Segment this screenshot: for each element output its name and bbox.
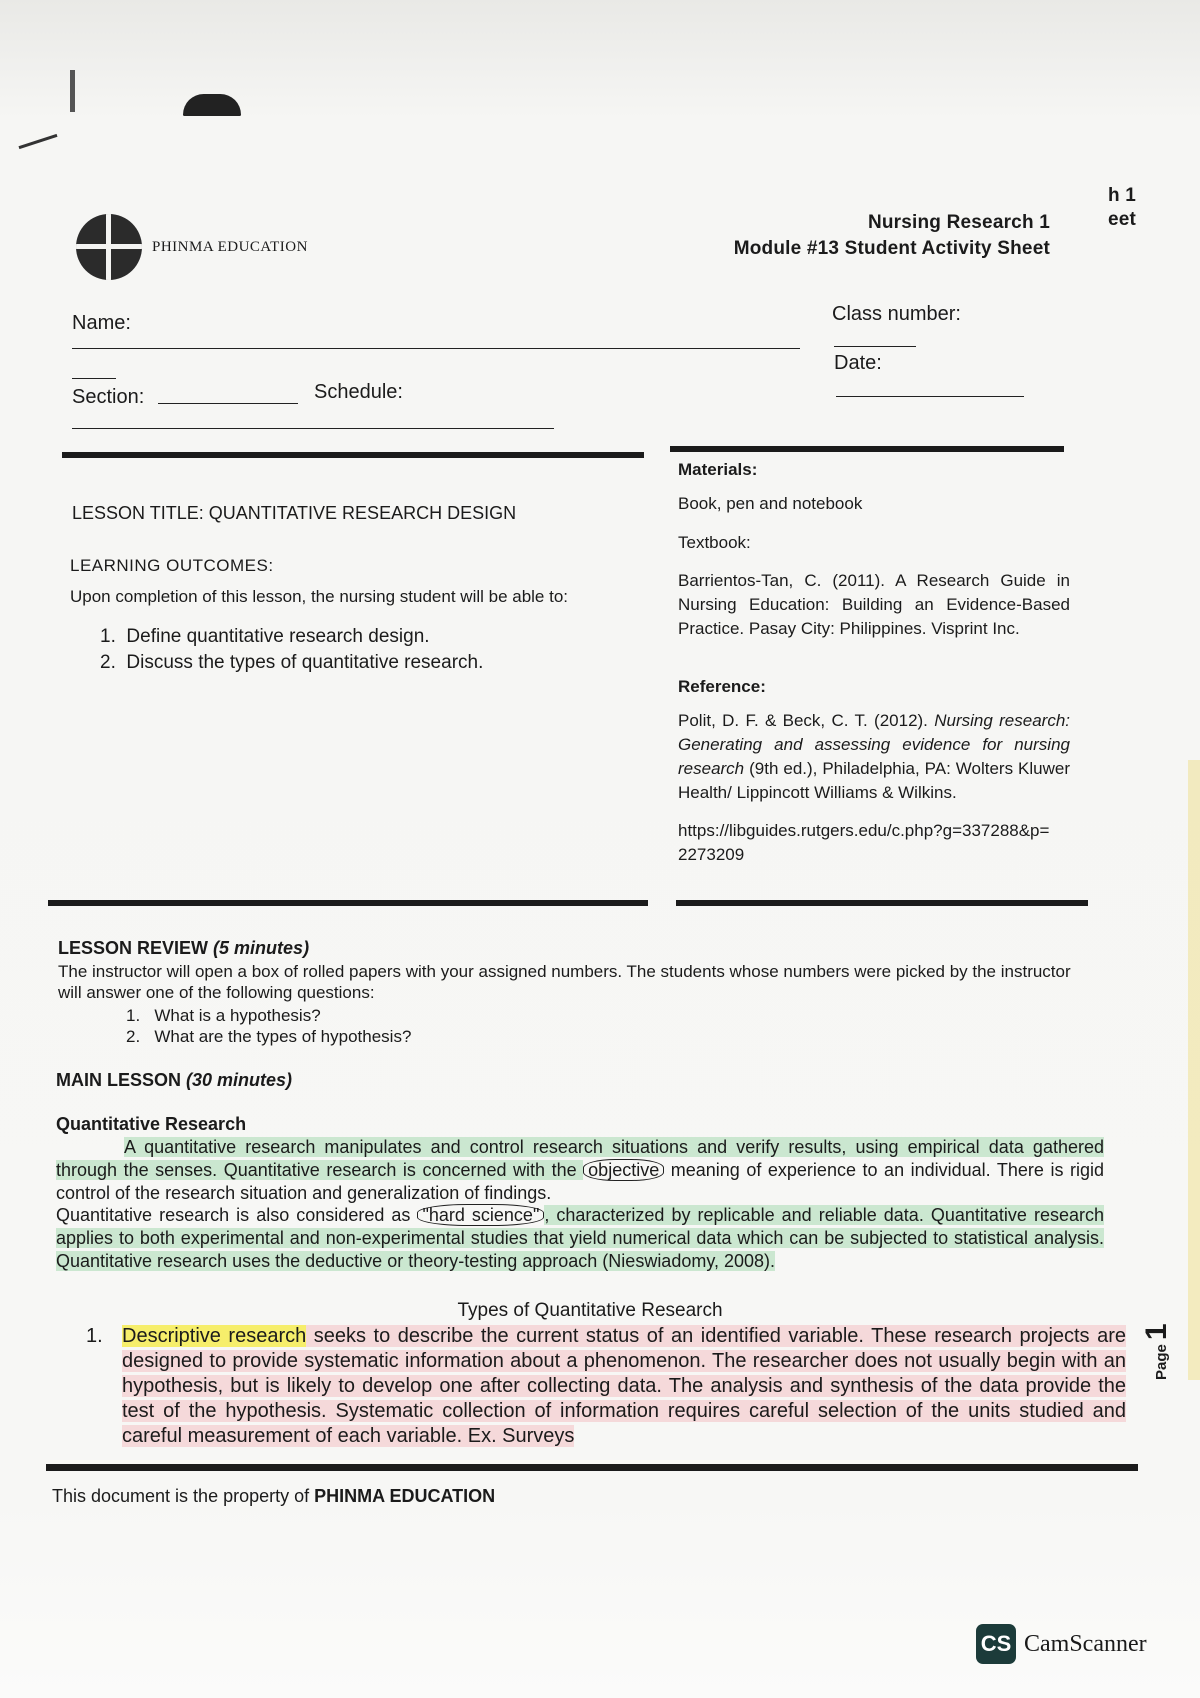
materials-text: Book, pen and notebook — [678, 494, 863, 513]
circled-word: objective — [583, 1159, 664, 1181]
course-title: Nursing Research 1 — [867, 212, 1050, 233]
short-line — [72, 378, 116, 379]
main-lesson-heading: MAIN LESSON (30 minutes) — [56, 1070, 293, 1090]
term-highlight: Descriptive research — [122, 1325, 307, 1347]
list-number: 1. — [86, 1325, 103, 1347]
materials-heading: Materials: — [678, 460, 758, 479]
date-label: Date: — [834, 352, 882, 374]
schedule-line — [72, 428, 554, 429]
textbook-heading: Textbook: — [678, 533, 751, 552]
camscanner-icon: CS — [976, 1624, 1016, 1664]
divider-right-top — [670, 446, 1064, 452]
name-label: Name: — [72, 312, 131, 334]
materials-panel — [678, 458, 1070, 867]
phinma-logo — [76, 214, 308, 280]
outcomes-intro: Upon completion of this lesson, the nursing student will be able to: — [70, 587, 569, 606]
review-heading: LESSON REVIEW (5 minutes) — [58, 938, 310, 958]
schedule-label: Schedule: — [314, 381, 403, 403]
review-questions — [126, 1005, 1098, 1047]
reference-heading: Reference: — [678, 677, 766, 696]
corner-text: h 1 eet — [1108, 185, 1137, 230]
type-item-1: 1. Descriptive research seeks to describe the current status of an identified variable. These research projects are designed to provide systematic information about a phenomenon. The researcher does not usually begin with an hypothesis, but is likely to develop one after collecting data. The analysis and synthesis of the data provide the test of the hypothesis. Systematic collection of information requires careful selection of the units studied and careful measurement of each variable. Ex. Surveys — [86, 1325, 1126, 1447]
circled-phrase: "hard science" — [417, 1204, 544, 1226]
quantitative-subheading: Quantitative Research — [56, 1114, 247, 1134]
outcomes-heading: LEARNING OUTCOMES: — [70, 556, 274, 575]
scan-mark — [70, 70, 75, 112]
name-line — [72, 348, 800, 349]
divider-left-top — [62, 452, 644, 458]
name-field[interactable] — [72, 312, 131, 335]
list-item: 1. What is a hypothesis? — [126, 1006, 321, 1025]
page-marker: Page 1 — [1140, 1323, 1173, 1380]
module-title: Module #13 Student Activity Sheet — [733, 238, 1050, 259]
sticky-note-edge — [1188, 760, 1200, 1380]
class-number-label: Class number: — [832, 303, 961, 325]
date-field[interactable] — [834, 352, 882, 375]
footer-text: This document is the property of PHINMA EDUCATION — [52, 1486, 496, 1506]
camscanner-text: CamScanner — [1024, 1630, 1147, 1657]
footer-divider — [46, 1464, 1138, 1471]
list-item: 2. Discuss the types of quantitative research. — [100, 652, 484, 673]
divider-right-mid — [676, 900, 1088, 906]
logo-icon — [76, 214, 142, 280]
lesson-title: LESSON TITLE: QUANTITATIVE RESEARCH DESIGN — [72, 503, 517, 523]
divider-left-mid — [48, 900, 648, 906]
logo-text: PHINMA EDUCATION — [152, 238, 308, 255]
reference-url[interactable]: https://libguides.rutgers.edu/c.php?g=337288&p=2273209 — [678, 821, 1050, 864]
quantitative-paragraph-1: A quantitative research manipulates and control research situations and verify results, using empirical data gathered through the senses. Quantitative research is concerned with the objective meaning of experience to an individual. There is rigid control of the research situation and generalization of findings. — [56, 1137, 1105, 1203]
outcomes-list — [100, 624, 483, 676]
review-text: The instructor will open a box of rolled papers with your assigned numbers. The students whose numbers were picked by the instructor will answer one of the following questions: — [58, 962, 1071, 1002]
section-line — [158, 403, 298, 404]
textbook-citation: Barrientos-Tan, C. (2011). A Research Guide in Nursing Education: Building an Evidence-Based Practice. Pasay City: Philippines. Visprint Inc. — [678, 571, 1070, 638]
types-heading: Types of Quantitative Research — [457, 1300, 723, 1321]
class-number-field[interactable] — [832, 303, 961, 326]
section-field[interactable] — [72, 386, 144, 409]
camscanner-watermark — [976, 1624, 1147, 1664]
list-item: 1. Define quantitative research design. — [100, 626, 430, 647]
lesson-review — [58, 938, 1098, 1047]
section-label: Section: — [72, 386, 145, 408]
scan-mark — [183, 94, 241, 116]
reference-citation: Polit, D. F. & Beck, C. T. (2012). Nursing research: Generating and assessing evidence for nursing research (9th ed.), Philadelphia, PA: Wolters Kluwer Health/ Lippincott Williams & Wilkins. — [678, 711, 1070, 802]
module-header — [640, 210, 1050, 262]
list-item: 2. What are the types of hypothesis? — [126, 1027, 412, 1046]
date-line — [836, 396, 1024, 397]
class-number-line — [834, 346, 916, 347]
quantitative-paragraph-2: Quantitative research is also considered as "hard science" , characterized by replicable and reliable data. Quantitative research applies to both experimental and non-experimental studies that yield numerical data which can be subjected to statistical analysis. Quantitative research uses the deductive or theory-testing approach (Nieswiadomy, 2008). — [56, 1205, 1104, 1271]
schedule-field[interactable] — [314, 381, 403, 404]
